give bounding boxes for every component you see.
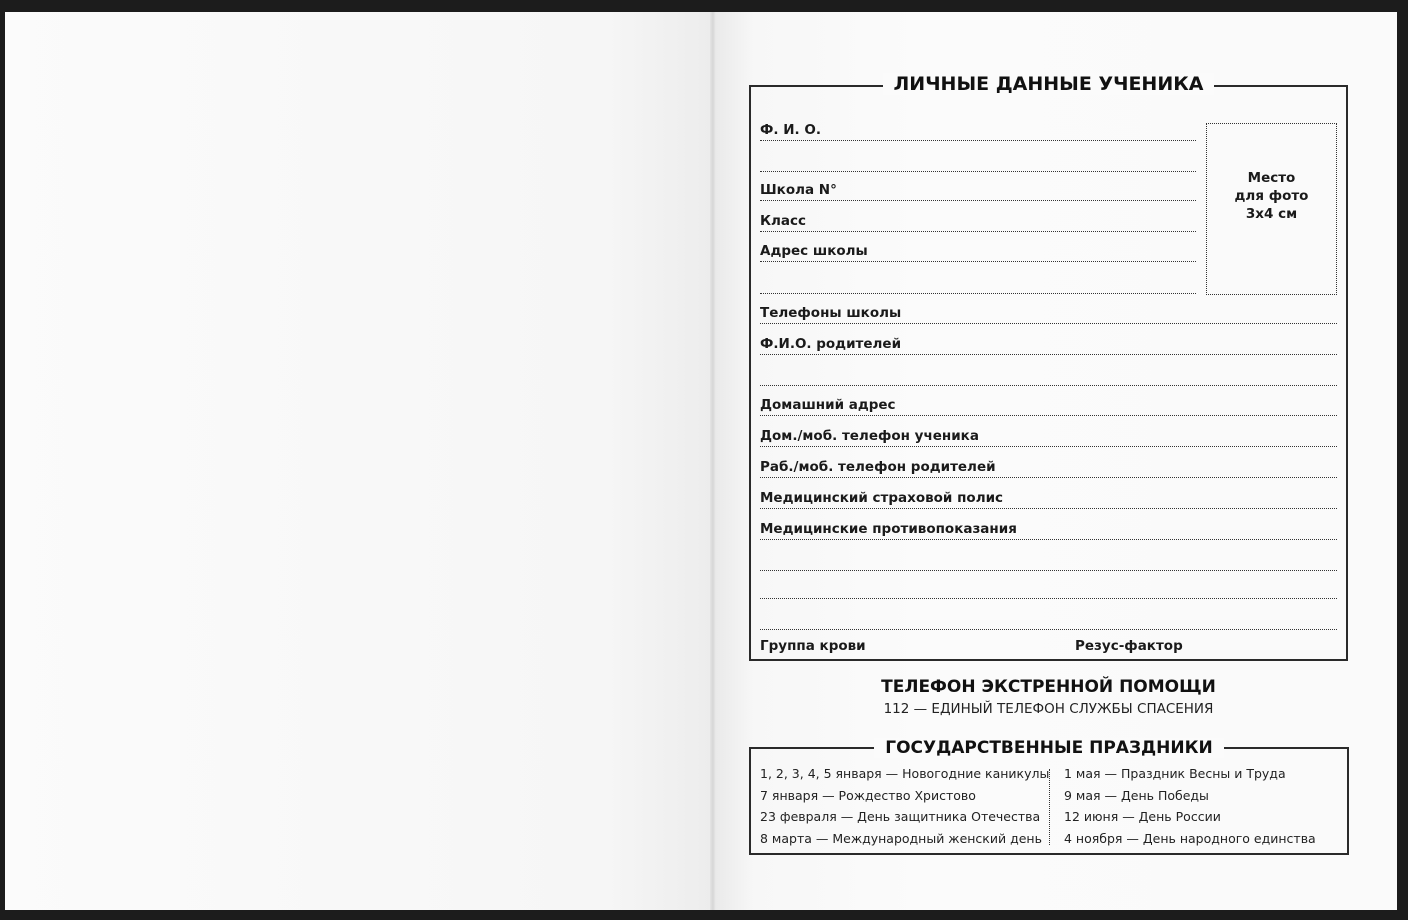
insurance-field[interactable] [760,491,1337,509]
parents-phone-label: Раб./моб. телефон родителей [760,459,996,475]
holiday-item: 8 марта — Международный женский день [760,831,1042,847]
parents-fio-field[interactable] [760,337,1337,355]
holiday-item: 1, 2, 3, 4, 5 января — Новогодние каникулы [760,766,1050,781]
insurance-label: Медицинский страховой полис [760,490,1004,506]
school-address-continuation-line[interactable] [760,276,1196,294]
class-field[interactable] [760,214,1196,232]
fio-field[interactable] [760,123,1196,141]
left-page [5,12,713,910]
emergency-title: ТЕЛЕФОН ЭКСТРЕННОЙ ПОМОЩИ [881,677,1216,697]
holiday-item: 23 февраля — День защитника Отечества [760,809,1041,825]
student-phone-label: Дом./моб. телефон ученика [760,428,979,444]
notebook-spine [710,12,716,910]
school-phones-label: Телефоны школы [760,305,902,321]
holidays-title: ГОСУДАРСТВЕННЫЕ ПРАЗДНИКИ [751,737,1347,759]
holiday-item: 1 мая — Праздник Весны и Труда [1064,766,1286,781]
school-address-label: Адрес школы [760,243,868,259]
contraindications-field[interactable] [760,522,1337,540]
home-address-field[interactable] [760,398,1337,416]
holidays-divider [1049,769,1050,845]
holiday-item: 7 января — Рождество Христово [760,787,976,803]
student-phone-field[interactable] [760,429,1337,447]
holiday-item: 9 мая — День Победы [1064,787,1209,803]
holiday-item: 12 июня — День России [1064,809,1221,825]
photo-placeholder-line: 3х4 см [1245,206,1298,222]
personal-data-box [749,73,1348,661]
photo-placeholder [1206,123,1337,295]
photo-placeholder-line: Место [1247,170,1296,186]
personal-data-title: ЛИЧНЫЕ ДАННЫЕ УЧЕНИКА [751,73,1346,95]
school-number-field[interactable] [760,183,1196,201]
contraindications-line[interactable] [760,581,1337,599]
emergency-subtitle: 112 — ЕДИНЫЙ ТЕЛЕФОН СЛУЖБЫ СПАСЕНИЯ [883,701,1214,717]
contraindications-line[interactable] [760,553,1337,571]
fio-label: Ф. И. О. [760,122,821,138]
school-address-field[interactable] [760,244,1196,262]
parents-fio-label: Ф.И.О. родителей [760,336,902,352]
school-number-label: Школа N° [760,182,837,198]
holidays-left-column [760,763,1049,850]
holiday-item: 4 ноября — День народного единства [1064,831,1316,847]
home-address-label: Домашний адрес [760,397,896,413]
holidays-right-column [1064,763,1316,850]
parents-fio-continuation-line[interactable] [760,368,1337,386]
fio-continuation-line[interactable] [760,154,1196,172]
blood-group-label: Группа крови [760,638,866,654]
parents-phone-field[interactable] [760,460,1337,478]
rhesus-label: Резус-фактор [1075,638,1183,654]
holidays-box [749,738,1349,855]
school-phones-field[interactable] [760,306,1337,324]
contraindications-line[interactable] [760,612,1337,630]
photo-placeholder-line: для фото [1234,188,1309,204]
class-label: Класс [760,213,807,229]
contraindications-label: Медицинские противопоказания [760,521,1017,537]
